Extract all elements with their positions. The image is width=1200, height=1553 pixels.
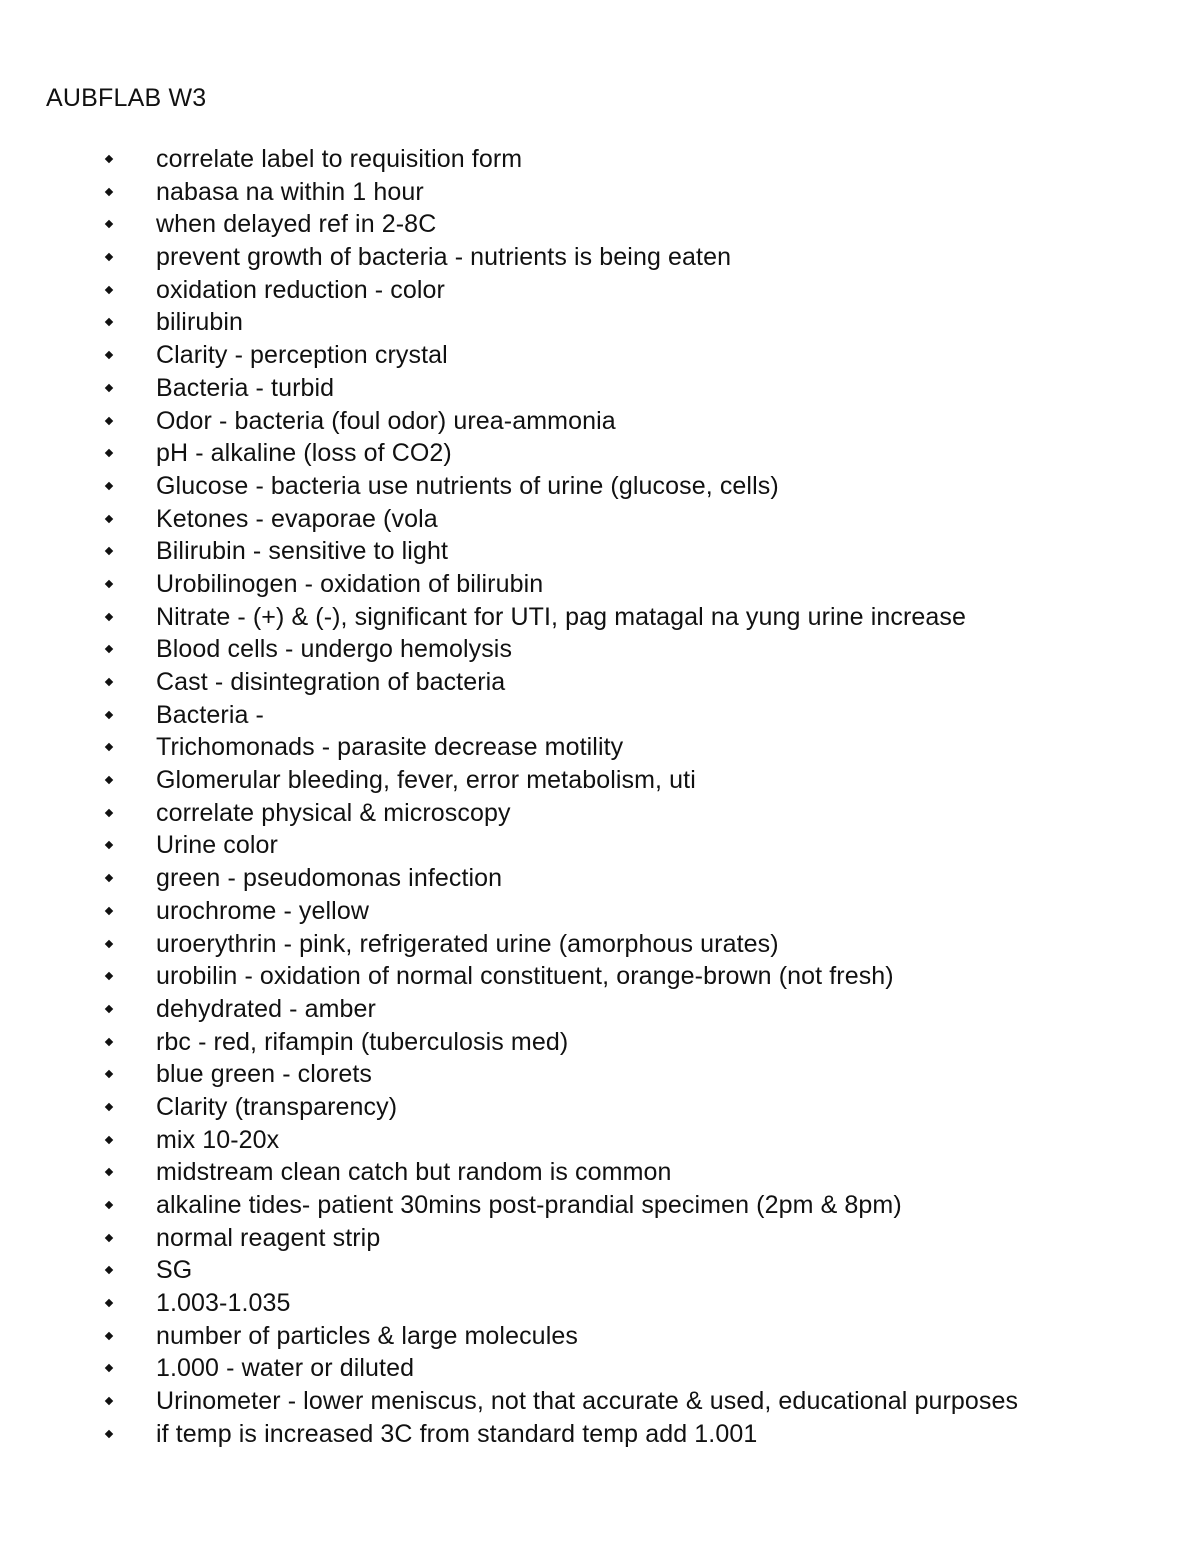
list-item-text: Urinometer - lower meniscus, not that accurate & used, educational purposes [156,1387,1019,1416]
list-item [0,699,1018,732]
diamond-bullet-icon [105,416,113,424]
list-item [0,829,1018,862]
document-title: AUBFLAB W3 [46,84,207,112]
diamond-bullet-icon [105,678,113,686]
diamond-bullet-icon [105,253,113,261]
notes-list [0,143,1018,1451]
list-item-text: Clarity - perception crystal [156,341,448,370]
list-item [0,568,1018,601]
diamond-bullet-icon [105,482,113,490]
list-item-text: midstream clean catch but random is common [156,1158,672,1187]
diamond-bullet-icon [105,841,113,849]
diamond-bullet-icon [105,318,113,326]
diamond-bullet-icon [105,1135,113,1143]
diamond-bullet-icon [105,776,113,784]
list-item-text: green - pseudomonas infection [156,864,503,893]
list-item-text: SG [156,1256,193,1285]
diamond-bullet-icon [105,449,113,457]
diamond-bullet-icon [105,1070,113,1078]
diamond-bullet-icon [105,1005,113,1013]
list-item-text: Glucose - bacteria use nutrients of urine (glucose, cells) [156,471,779,500]
list-item-text: Urobilinogen - oxidation of bilirubin [156,569,544,598]
diamond-bullet-icon [105,286,113,294]
list-item-text: uroerythrin - pink, refrigerated urine (amorphous urates) [156,929,779,958]
diamond-bullet-icon [105,1266,113,1274]
list-item-text: rbc - red, rifampin (tuberculosis med) [156,1027,569,1056]
list-item [0,1124,1018,1157]
diamond-bullet-icon [105,187,113,195]
diamond-bullet-icon [105,710,113,718]
list-item-text: Cast - disintegration of bacteria [156,668,506,696]
list-item [0,535,1018,568]
list-item [0,339,1018,372]
diamond-bullet-icon [105,580,113,588]
list-item-text: Nitrate - (+) & (-), significant for UTI, pag matagal na yung urine increase [156,602,967,631]
diamond-bullet-icon [105,1103,113,1111]
list-item [0,797,1018,830]
diamond-bullet-icon [105,645,113,653]
list-item [0,895,1018,928]
diamond-bullet-icon [105,809,113,817]
list-item [0,470,1018,503]
list-item [0,274,1018,307]
list-item-text: Trichomonads - parasite decrease motility [156,733,624,762]
list-item-text: Ketones - evaporae (vola [156,504,438,533]
diamond-bullet-icon [105,939,113,947]
list-item [0,731,1018,764]
diamond-bullet-icon [105,1397,113,1405]
diamond-bullet-icon [105,220,113,228]
diamond-bullet-icon [105,547,113,555]
diamond-bullet-icon [105,384,113,392]
list-item [0,764,1018,797]
diamond-bullet-icon [105,743,113,751]
list-item [0,1091,1018,1124]
list-item-text: nabasa na within 1 hour [156,177,424,206]
list-item [0,372,1018,405]
list-item [0,503,1018,536]
list-item-text: Bacteria - [156,700,264,729]
diamond-bullet-icon [105,1430,113,1438]
list-item [0,862,1018,895]
list-item-text: pH - alkaline (loss of CO2) [156,439,452,468]
list-item [0,960,1018,993]
list-item [0,993,1018,1026]
list-item [0,1385,1018,1418]
list-item [0,1026,1018,1059]
list-item-text: Blood cells - undergo hemolysis [156,635,513,664]
list-item-text: Bacteria - turbid [156,373,335,402]
list-item-text: bilirubin [156,308,244,337]
list-item-text: alkaline tides- patient 30mins post-prandial specimen (2pm & 8pm) [156,1191,902,1219]
list-item-text: 1.000 - water or diluted [156,1354,415,1383]
list-item-text: oxidation reduction - color [156,275,445,304]
list-item-text: mix 10-20x [156,1125,280,1154]
diamond-bullet-icon [105,1233,113,1241]
list-item-text: Glomerular bleeding, fever, error metabolism, uti [156,766,696,795]
list-item-text: when delayed ref in 2-8C [156,210,437,239]
list-item-text: correlate physical & microscopy [156,798,511,827]
list-item-text: urobilin - oxidation of normal constituent, orange-brown (not fresh) [156,962,894,991]
list-item [0,1058,1018,1091]
list-item [0,1222,1018,1255]
list-item-text: number of particles & large molecules [156,1321,578,1350]
list-item [0,1156,1018,1189]
diamond-bullet-icon [105,612,113,620]
list-item-text: blue green - clorets [156,1060,373,1089]
list-item [0,437,1018,470]
list-item [0,1352,1018,1385]
list-item [0,143,1018,176]
list-item [0,1189,1018,1222]
list-item-text: dehydrated - amber [156,994,376,1023]
list-item [0,405,1018,438]
diamond-bullet-icon [105,351,113,359]
list-item [0,1287,1018,1320]
diamond-bullet-icon [105,1364,113,1372]
list-item-text: Urine color [156,831,278,860]
list-item [0,601,1018,634]
diamond-bullet-icon [105,1299,113,1307]
list-item [0,1254,1018,1287]
list-item-text: prevent growth of bacteria - nutrients is being eaten [156,243,732,272]
list-item [0,241,1018,274]
diamond-bullet-icon [105,972,113,980]
list-item-text: Odor - bacteria (foul odor) urea-ammonia [156,406,616,435]
list-item-text: correlate label to requisition form [156,145,523,173]
list-item [0,666,1018,699]
diamond-bullet-icon [105,155,113,163]
diamond-bullet-icon [105,1332,113,1340]
list-item [0,176,1018,209]
list-item-text: 1.003-1.035 [156,1289,291,1318]
list-item [0,928,1018,961]
list-item [0,208,1018,241]
list-item [0,633,1018,666]
diamond-bullet-icon [105,874,113,882]
list-item [0,1418,1018,1451]
list-item-text: normal reagent strip [156,1223,381,1252]
diamond-bullet-icon [105,1168,113,1176]
diamond-bullet-icon [105,1037,113,1045]
list-item-text: urochrome - yellow [156,896,369,925]
list-item-text: if temp is increased 3C from standard temp add 1.001 [156,1419,758,1448]
diamond-bullet-icon [105,1201,113,1209]
list-item-text: Clarity (transparency) [156,1092,398,1121]
diamond-bullet-icon [105,514,113,522]
diamond-bullet-icon [105,907,113,915]
list-item [0,306,1018,339]
list-item-text: Bilirubin - sensitive to light [156,537,449,566]
list-item [0,1320,1018,1353]
